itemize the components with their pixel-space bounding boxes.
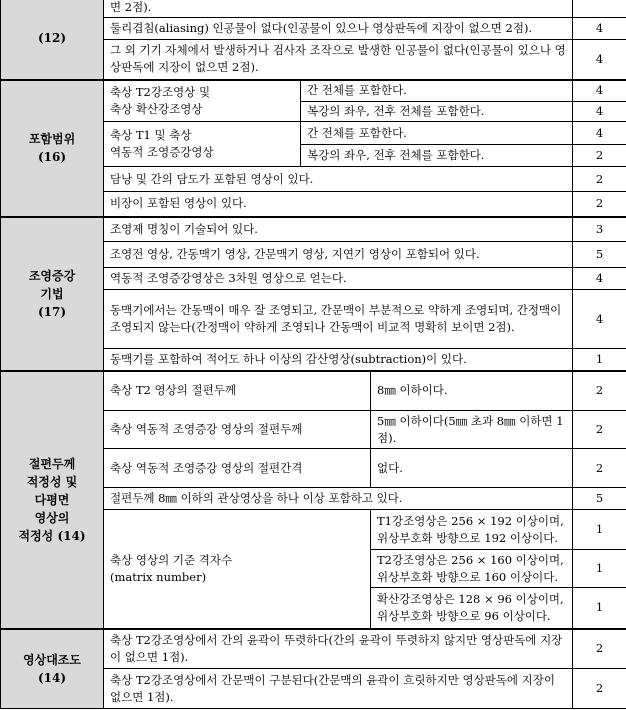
- score-cell: 3: [573, 217, 626, 242]
- category-contrast-title: 영상대조도: [23, 652, 81, 667]
- thickness-dynamic-label: 축상 역동적 조영증강 영상의 절편두께: [104, 411, 371, 449]
- score-cell: 1: [573, 550, 626, 588]
- category-slice-name2: 적정성 및: [26, 474, 78, 489]
- score-cell: 1: [573, 349, 626, 371]
- criterion-text: 절편두께 8㎜ 이하의 관상영상을 하나 이상 포함하고 있다.: [104, 488, 573, 510]
- category-coverage-name: 포함범위: [28, 132, 76, 146]
- matrix-label: [104, 510, 371, 629]
- score-cell: 4: [573, 122, 626, 145]
- coverage-t1-label-line1: 축상 T1 및 축상: [110, 128, 192, 142]
- category-coverage-count: (16): [37, 150, 67, 164]
- category-slice-name3: 다평면: [34, 492, 70, 507]
- category-slice-name: 절편두께: [28, 456, 76, 471]
- score-cell: 5: [573, 242, 626, 268]
- score-cell: 4: [573, 102, 626, 122]
- score-cell: 2: [573, 167, 626, 192]
- score-cell: 4: [573, 268, 626, 290]
- criterion-text: 간 전체를 포함한다.: [301, 122, 573, 145]
- criterion-text: 역동적 조영증강영상은 3차원 영상으로 얻는다.: [104, 268, 573, 290]
- score-cell: 4: [573, 290, 626, 349]
- category-slice-name4: 영상의: [34, 510, 70, 525]
- coverage-t1-label: [104, 122, 301, 167]
- category-contrast-name: 조영증강: [28, 268, 76, 283]
- score-cell: 2: [573, 629, 626, 669]
- coverage-t2-label: [104, 80, 301, 122]
- criterion-text: 그 외 기기 자체에서 발생하거나 검사자 조작으로 발생한 인공물이 없다(인공물이 있으나 영상판독에 지장이 없으면 2점).: [104, 40, 573, 80]
- criterion-text: 둘리겹침(aliasing) 인공물이 없다(인공물이 있으나 영상판독에 지장이 없으면 2점).: [104, 18, 573, 40]
- score-cell: 2: [573, 669, 626, 709]
- category-contrast-total: (14): [37, 670, 67, 685]
- thickness-dynamic-value: 5㎜ 이하이다(5㎜ 초과 8㎜ 이하면 1점).: [371, 411, 573, 449]
- criterion-text: 면 2점).: [104, 0, 573, 18]
- thickness-t2-value: 8㎜ 이하이다.: [371, 371, 573, 411]
- score-cell: 4: [573, 80, 626, 102]
- coverage-t2-label-line2: 축상 확산강조영상: [110, 101, 203, 116]
- criterion-text: 간 전체를 포함한다.: [301, 80, 573, 102]
- criterion-text: 복강의 좌우, 전후 전체를 포함한다.: [301, 145, 573, 167]
- category-slice-thickness: [1, 371, 104, 629]
- criterion-text: 동맥기를 포함하여 적어도 하나 이상의 감산영상(subtraction)이 있다.: [104, 349, 573, 371]
- score-cell: 4: [573, 40, 626, 80]
- criterion-text: 동맥기에서는 간동맥이 매우 잘 조영되고, 간문맥이 부분적으로 약하게 조영되며, 간정맥이 조영되지 않는다(간정맥이 약하게 조영되나 간동맥이 비교적 명확히 보이면 2점).: [104, 290, 573, 349]
- coverage-t2-label-line1: 축상 T2강조영상 및: [110, 84, 211, 99]
- score-cell: 2: [573, 449, 626, 488]
- score-cell: 2: [573, 192, 626, 217]
- category-artifacts: [1, 0, 104, 80]
- score-cell: 2: [573, 371, 626, 411]
- criterion-text: 담낭 및 간의 담도가 포함된 영상이 있다.: [104, 167, 573, 192]
- matrix-dwi: 확산강조영상은 128 × 96 이상이며, 위상부호화 방향으로 96 이상이다.: [371, 588, 573, 629]
- category-contrast-name2: 기법: [40, 286, 64, 301]
- score-cell: 1: [573, 588, 626, 629]
- criterion-text: 축상 T2강조영상에서 간의 윤곽이 뚜렷하다(간의 윤곽이 뚜렷하지 않지만 영상판독에 지장이 없으면 1점).: [104, 629, 573, 669]
- category-coverage: [1, 80, 104, 217]
- category-contrast: [1, 629, 104, 709]
- matrix-t2: T2강조영상은 256 × 160 이상이며, 위상부호화 방향으로 160 이상이다.: [371, 550, 573, 588]
- coverage-t1-label-line2: 역동적 조영증강영상: [110, 145, 214, 159]
- category-contrast-technique: [1, 217, 104, 371]
- score-cell: [573, 0, 626, 18]
- score-cell: 5: [573, 488, 626, 510]
- criterion-text: 복강의 좌우, 전후 전체를 포함한다.: [301, 102, 573, 122]
- thickness-gap-value: 없다.: [371, 449, 573, 488]
- score-cell: 2: [573, 145, 626, 167]
- score-cell: 2: [573, 411, 626, 449]
- matrix-label-line1: 축상 영상의 기준 격자수: [110, 552, 233, 567]
- category-artifacts-count: (12): [37, 31, 67, 46]
- category-contrast-count: (17): [37, 304, 67, 319]
- criterion-text: 비장이 포함된 영상이 있다.: [104, 192, 573, 217]
- score-cell: 4: [573, 18, 626, 40]
- score-cell: 1: [573, 510, 626, 550]
- criterion-text: 조영전 영상, 간동맥기 영상, 간문맥기 영상, 지연기 영상이 포함되어 있다.: [104, 242, 573, 268]
- thickness-t2-label: 축상 T2 영상의 절편두께: [104, 371, 371, 411]
- matrix-t1: T1강조영상은 256 × 192 이상이며, 위상부호화 방향으로 192 이상이다.: [371, 510, 573, 550]
- criterion-text: 조영제 명칭이 기술되어 있다.: [104, 217, 573, 242]
- matrix-label-line2: (matrix number): [110, 569, 207, 584]
- thickness-gap-label: 축상 역동적 조영증강 영상의 절편간격: [104, 449, 371, 488]
- criterion-text: 축상 T2강조영상에서 간문맥이 구분된다(간문맥의 윤곽이 흐릿하지만 영상판독에 지장이 없으면 1점).: [104, 669, 573, 709]
- category-slice-name5: 적정성 (14): [18, 528, 86, 543]
